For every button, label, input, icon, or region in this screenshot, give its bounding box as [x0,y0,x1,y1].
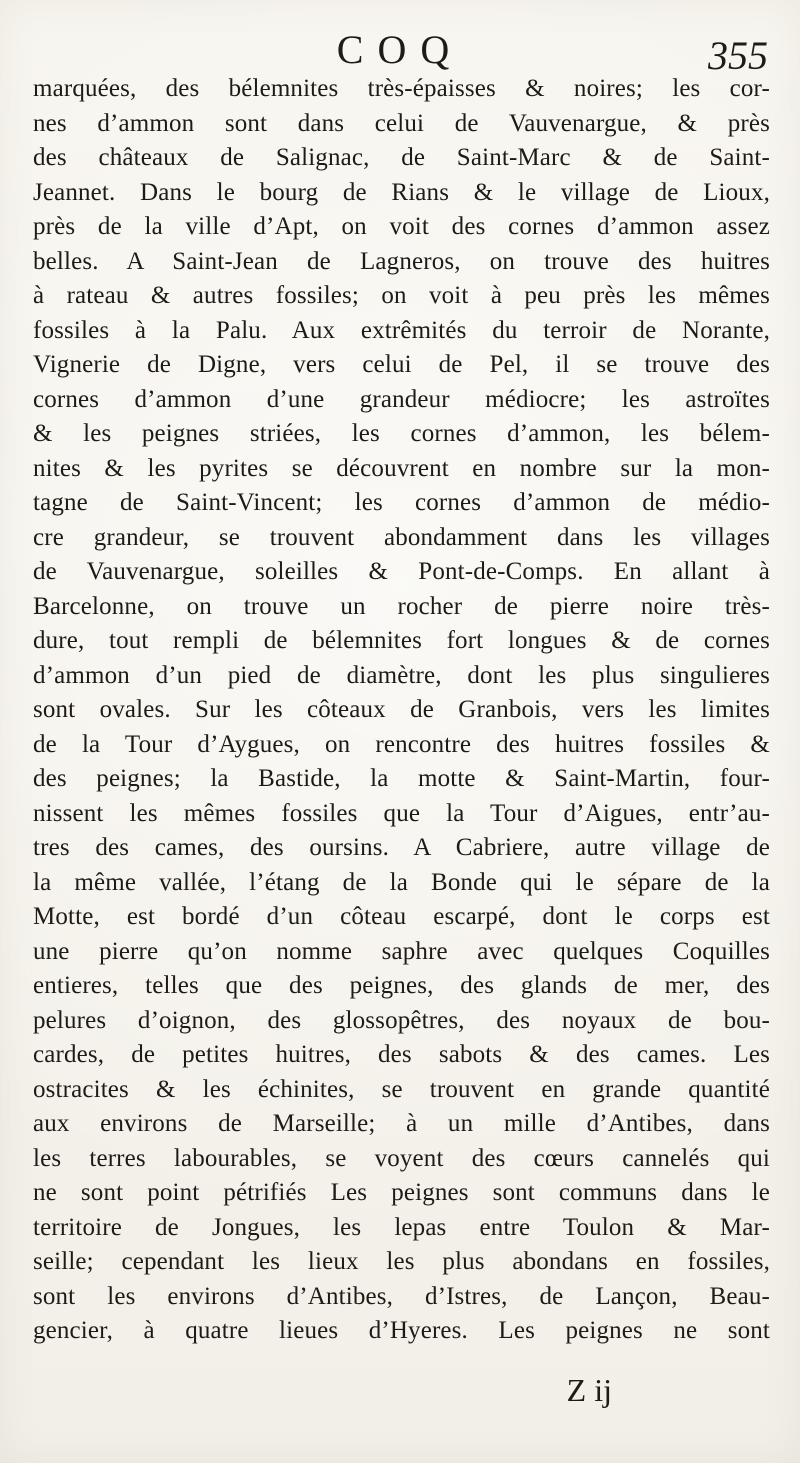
text-line: marquées, des bélemnites très-épaisses & noires; les cor- [33,75,770,102]
text-line: à rateau & autres fossiles; on voit à peu près les mêmes [33,282,770,309]
text-line: de Vauvenargue, soleilles & Pont-de-Comps. En allant à [33,558,770,585]
text-line: ne sont point pétrifiés Les peignes sont communs dans le [33,1179,770,1206]
body-text [33,72,770,1349]
text-line: seille; cependant les lieux les plus abondans en fossiles, [33,1248,770,1275]
text-line: Jeannet. Dans le bourg de Rians & le village de Lioux, [33,178,770,206]
text-line: Barcelonne, on trouve un rocher de pierre noire très- [33,592,770,620]
signature-mark: Z ij [566,1372,612,1408]
text-line: fossiles à la Palu. Aux extrêmités du terroir de Norante, [33,316,770,344]
text-line: Motte, est bordé d’un côteau escarpé, dont le corps est [33,903,770,930]
running-head: COQ [336,27,464,72]
text-line: cre grandeur, se trouvent abondamment dans les villages [33,523,770,551]
text-line: tres des cames, des oursins. A Cabriere, autre village de [33,834,770,861]
text-line: sont ovales. Sur les côteaux de Granbois, vers les limites [33,696,770,723]
text-line: cornes d’ammon d’une grandeur médiocre; les astroïtes [33,385,770,413]
text-line: de la Tour d’Aygues, on rencontre des huitres fossiles & [33,730,770,758]
text-line: une pierre qu’on nomme saphre avec quelques Coquilles [33,937,770,965]
text-line: ostracites & les échinites, se trouvent en grande quantité [33,1075,770,1103]
text-line: nes d’ammon sont dans celui de Vauvenargue, & près [33,109,770,137]
text-line: Vignerie de Digne, vers celui de Pel, il se trouve des [33,351,770,378]
text-line: territoire de Jongues, les lepas entre Toulon & Mar- [33,1213,770,1241]
text-line: nissent les mêmes fossiles que la Tour d’Aigues, entr’au- [33,799,770,827]
text-line: des peignes; la Bastide, la motte & Saint-Martin, four- [33,765,770,792]
text-line: aux environs de Marseille; à un mille d’Antibes, dans [33,1110,770,1137]
text-line: entieres, telles que des peignes, des glands de mer, des [33,972,770,999]
text-line: & les peignes striées, les cornes d’ammon, les bélem- [33,420,770,447]
text-line: la même vallée, l’étang de la Bonde qui le sépare de la [33,868,770,896]
text-line: tagne de Saint-Vincent; les cornes d’ammon de médio- [33,489,770,516]
page-number: 355 [708,33,768,78]
text-line: belles. A Saint-Jean de Lagneros, on trouve des huitres [33,247,770,275]
page-header [0,18,800,78]
text-line: pelures d’oignon, des glossopêtres, des noyaux de bou- [33,1006,770,1034]
text-line: les terres labourables, se voyent des cœurs cannelés qui [33,1144,770,1172]
text-line: gencier, à quatre lieues d’Hyeres. Les peignes ne sont [33,1317,770,1344]
text-line: des châteaux de Salignac, de Saint-Marc & de Saint- [33,144,770,171]
text-line: cardes, de petites huitres, des sabots & des cames. Les [33,1041,770,1068]
text-line: nites & les pyrites se découvrent en nombre sur la mon- [33,454,770,482]
text-line: dure, tout rempli de bélemnites fort longues & de cornes [33,627,770,654]
text-line: près de la ville d’Apt, on voit des cornes d’ammon assez [33,213,770,240]
text-line: sont les environs d’Antibes, d’Istres, de Lançon, Beau- [33,1282,770,1310]
text-line: d’ammon d’un pied de diamètre, dont les plus singulieres [33,661,770,689]
